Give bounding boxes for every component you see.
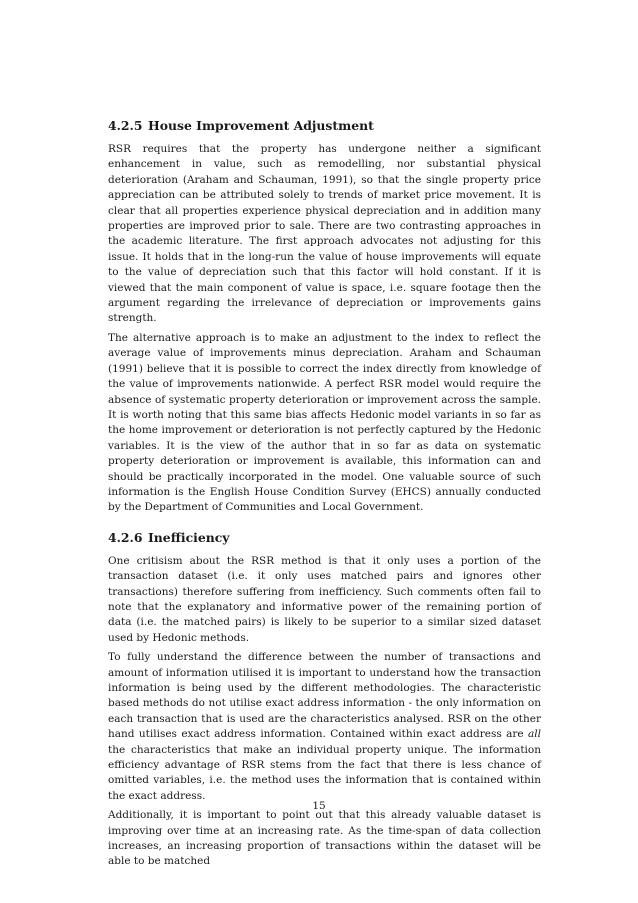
emphasis-text: all	[528, 728, 541, 741]
page-content	[108, 118, 541, 874]
paragraph-text: the characteristics that make an individual property unique. The information efficiency advantage of RSR stems from the fact that there is less chance of omitted variables, i.e. the method uses the information that is contained within the exact address.	[108, 743, 541, 802]
paragraph-text: To fully understand the difference between the number of transactions and amount of information utilised it is important to understand how the transaction information is being used by the different methodologies. The characteristic based methods do not utilise exact address information - the only information on each transaction that is used are the characteristics analysed. RSR on the other hand utilises exact address information. Contained within exact address are	[108, 651, 541, 741]
section-number: 4.2.5	[108, 118, 143, 133]
paragraph: One critisism about the RSR method is that it only uses a portion of the transaction dataset (i.e. it only uses matched pairs and ignores other transactions) therefore suffering from inefficiency. Such comments often fail to note that the explanatory and informative power of the remaining portion of data (i.e. the matched pairs) is likely to be superior to a similar sized dataset used by Hedonic methods.	[108, 554, 541, 644]
paragraph: Additionally, it is important to point out that this already valuable dataset is improving over time at an increasing rate. As the time-span of data collection increases, an increasing proportion of transactions within the dataset will be able to be matched	[108, 809, 541, 868]
section-title: House Improvement Adjustment	[148, 118, 374, 133]
section-heading-4-2-6	[108, 530, 541, 546]
section-number: 4.2.6	[108, 529, 143, 545]
section-heading-4-2-5	[108, 118, 541, 134]
page-number: 15	[312, 800, 326, 812]
paragraph	[108, 650, 541, 804]
paragraph: The alternative approach is to make an adjustment to the index to reflect the average value of improvements minus depreciation. Araham and Schauman (1991) believe that it is possible to correct the index directly from knowledge of the value of improvements nationwide. A perfect RSR model would require the absence of systematic property deterioration or improvement across the sample. It is worth noting that this same bias affects Hedonic model variants in so far as the home improvement or deterioration is not perfectly captured by the Hedonic variables. It is the view of the author that in so far as data on systematic property deterioration or improvement is available, this information can and should be practically incorporated in the model. One valuable source of such information is the English House Condition Survey (EHCS) annually conducted by the Department of Communities and Local Government.	[108, 331, 541, 514]
paragraph: RSR requires that the property has undergone neither a significant enhancement in value, such as remodelling, nor substantial physical deterioration (Araham and Schauman, 1991), so that the single property price appreciation can be attributed solely to trends of market price movement. It is clear that all properties experience physical depreciation and in addition many properties are improved prior to sale. There are two contrasting approaches in the academic literature. The first approach advocates not adjusting for this issue. It holds that in the long-run the value of house improvements will equate to the value of depreciation such that this factor will hold constant. If it is viewed that the main component of value is space, i.e. square footage then the argument regarding the irrelevance of depreciation or improvements gains strength.	[108, 143, 541, 325]
section-title: Inefficiency	[148, 529, 230, 545]
